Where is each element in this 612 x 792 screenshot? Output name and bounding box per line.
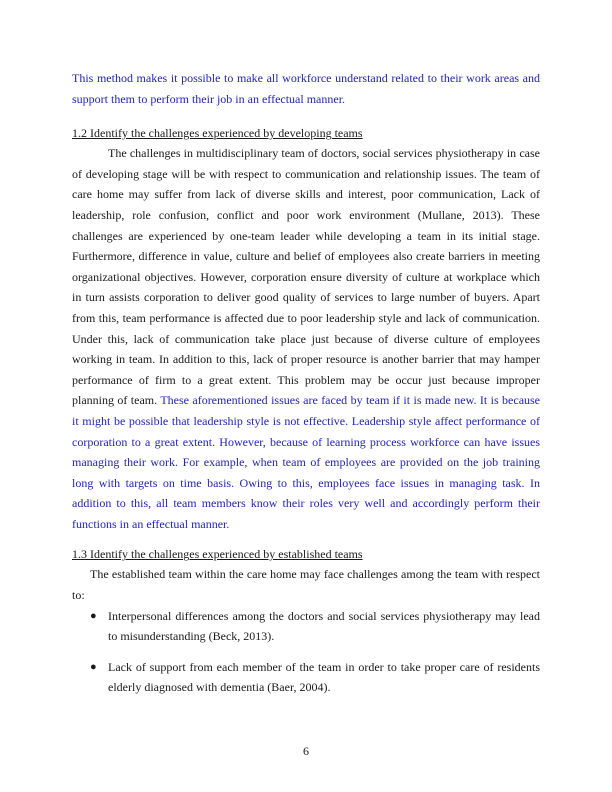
page-number: 6 [303, 744, 309, 758]
section-1-2-text-black: The challenges in multidisciplinary team of doctors, social services physiotherapy in case of developing stage will be with respect to communication and relationship issues. The team of care home may suffer from lack of diverse skills and interest, poor communication, Lack of leadership, role confusion, conflict and poor work environment (Mullane, 2013). These challenges are experienced by one-team leader while developing a team in its initial stage. Furthermore, difference in value, culture and belief of employees also create barriers in meeting organizational objectives. However, corporation ensure diversity of culture at workplace which in turn assists corporation to deliver good quality of services to large number of buyers. Apart from this, team performance is affected due to poor leadership style and lack of communication. Under this, lack of communication take place just because of diverse culture of employees working in team. In addition to this, lack of proper resource is another barrier that may hamper performance of firm to a great extent. This problem may be occur just because improper planning of team. [72, 146, 540, 408]
document-page [72, 68, 540, 698]
section-1-2-text-blue: These aforementioned issues are faced by team if it is made new. It is because it might be possible that leadership style is not effective. Leadership style affect performance of corporation to a great extent. However, because of learning process workforce can have issues managing their work. For example, when team of employees are provided on the job training long with targets on time basis. Owing to this, employees face issues in managing task. In addition to this, all team members know their roles very well and accordingly perform their functions in an effectual manner. [72, 393, 541, 531]
challenges-bullet-list [72, 606, 540, 698]
bullet-icon: ● [90, 609, 97, 622]
list-item-text: Interpersonal differences among the doctors and social services physiotherapy may lead to misunderstanding (Beck, 2013). [108, 608, 540, 644]
section-1-2-heading: 1.2 Identify the challenges experienced by developing teams [72, 126, 363, 141]
bullet-icon: ● [90, 660, 97, 673]
section-1-3-paragraph: The established team within the care home may face challenges among the team with respect to: [72, 567, 540, 603]
list-item-text: Lack of support from each member of the team in order to take proper care of residents elderly diagnosed with dementia (Baer, 2004). [108, 659, 540, 695]
list-item [72, 657, 540, 698]
list-item [72, 606, 540, 647]
section-1-2-paragraph [72, 143, 540, 534]
intro-paragraph: This method makes it possible to make all workforce understand related to their work areas and support them to perform their job in an effectual manner. [72, 71, 540, 106]
section-1-3-heading: 1.3 Identify the challenges experienced by established teams [72, 547, 363, 562]
